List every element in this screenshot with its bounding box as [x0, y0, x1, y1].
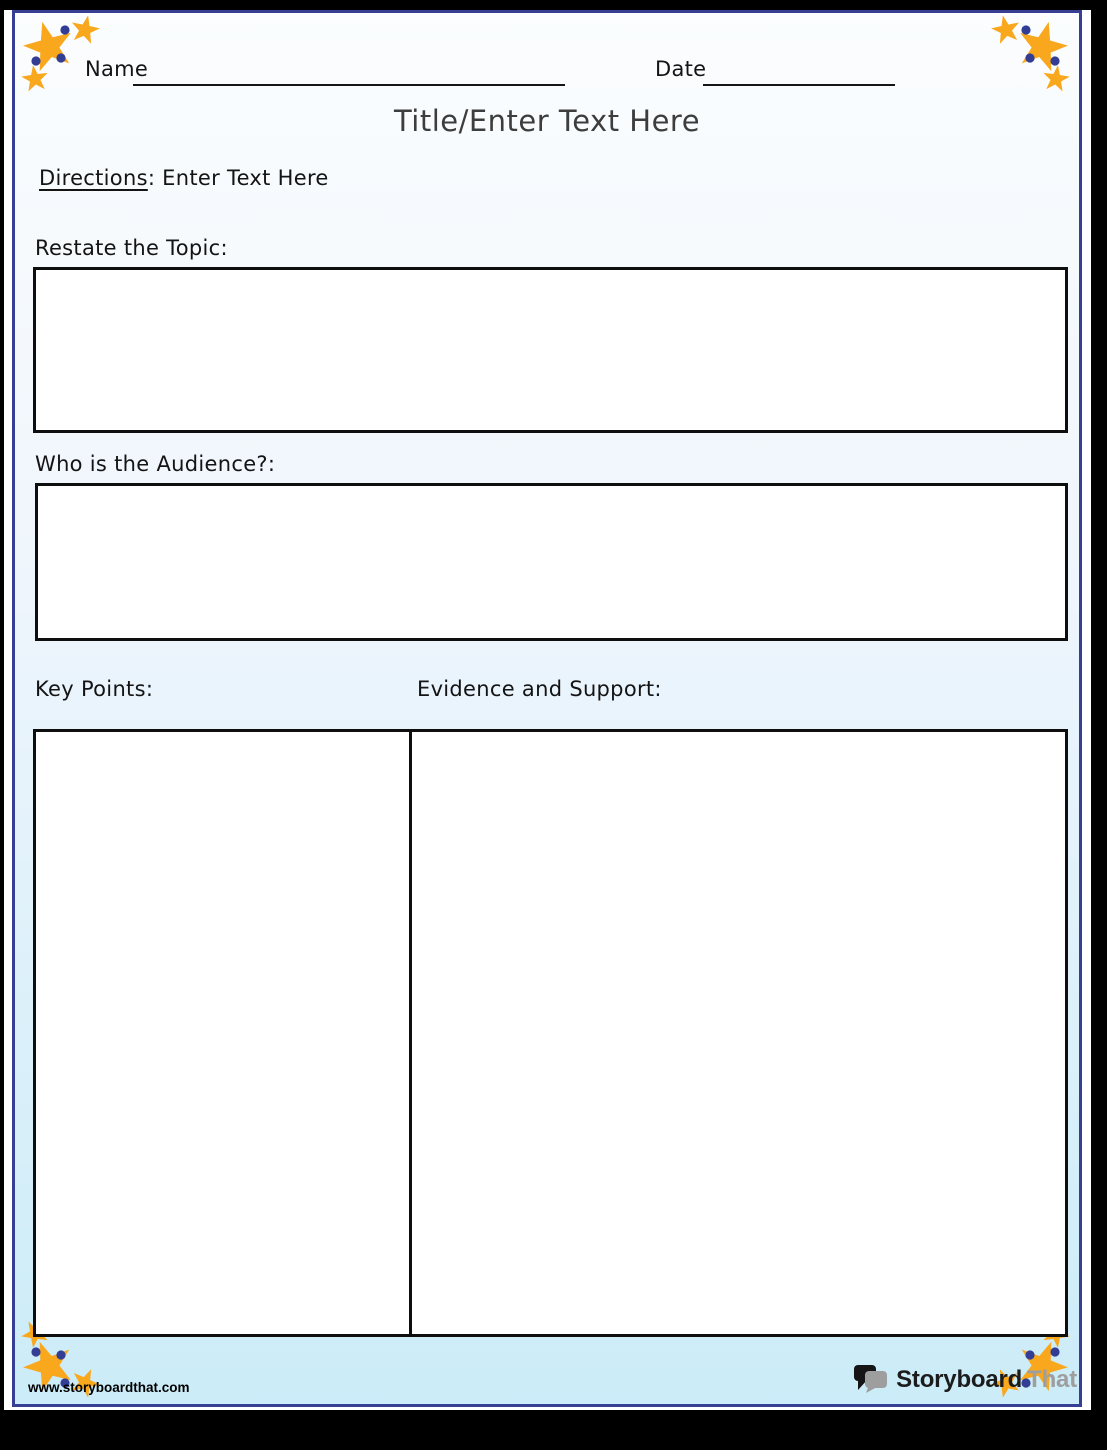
restate-topic-input-box[interactable]	[33, 267, 1068, 433]
speech-bubbles-icon	[853, 1364, 891, 1395]
section-label-restate-topic: Restate the Topic:	[35, 236, 228, 260]
name-label: Name	[85, 57, 149, 81]
website-url: www.storyboardthat.com	[28, 1380, 190, 1395]
star-cluster-top-right-icon	[978, 11, 1073, 106]
brand-name-primary: Storyboard	[896, 1365, 1023, 1393]
name-input-line[interactable]	[133, 84, 565, 86]
key-points-input-box[interactable]	[36, 732, 412, 1334]
worksheet-page	[4, 10, 1091, 1410]
page-title: Title/Enter Text Here	[393, 104, 701, 138]
section-label-audience: Who is the Audience?:	[35, 452, 276, 476]
section-label-key-points: Key Points:	[35, 677, 154, 701]
date-input-line[interactable]	[703, 84, 895, 86]
brand-name-secondary: That	[1027, 1365, 1077, 1393]
date-label: Date	[655, 57, 707, 81]
directions-rest: : Enter Text Here	[147, 166, 329, 190]
evidence-input-box[interactable]	[412, 732, 1065, 1334]
directions-label: Directions	[39, 166, 148, 190]
key-points-evidence-table	[33, 729, 1068, 1337]
worksheet-frame	[12, 10, 1082, 1407]
section-label-evidence: Evidence and Support:	[417, 677, 662, 701]
audience-input-box[interactable]	[35, 483, 1068, 641]
directions-text	[39, 166, 329, 190]
storyboardthat-logo	[853, 1364, 1077, 1395]
